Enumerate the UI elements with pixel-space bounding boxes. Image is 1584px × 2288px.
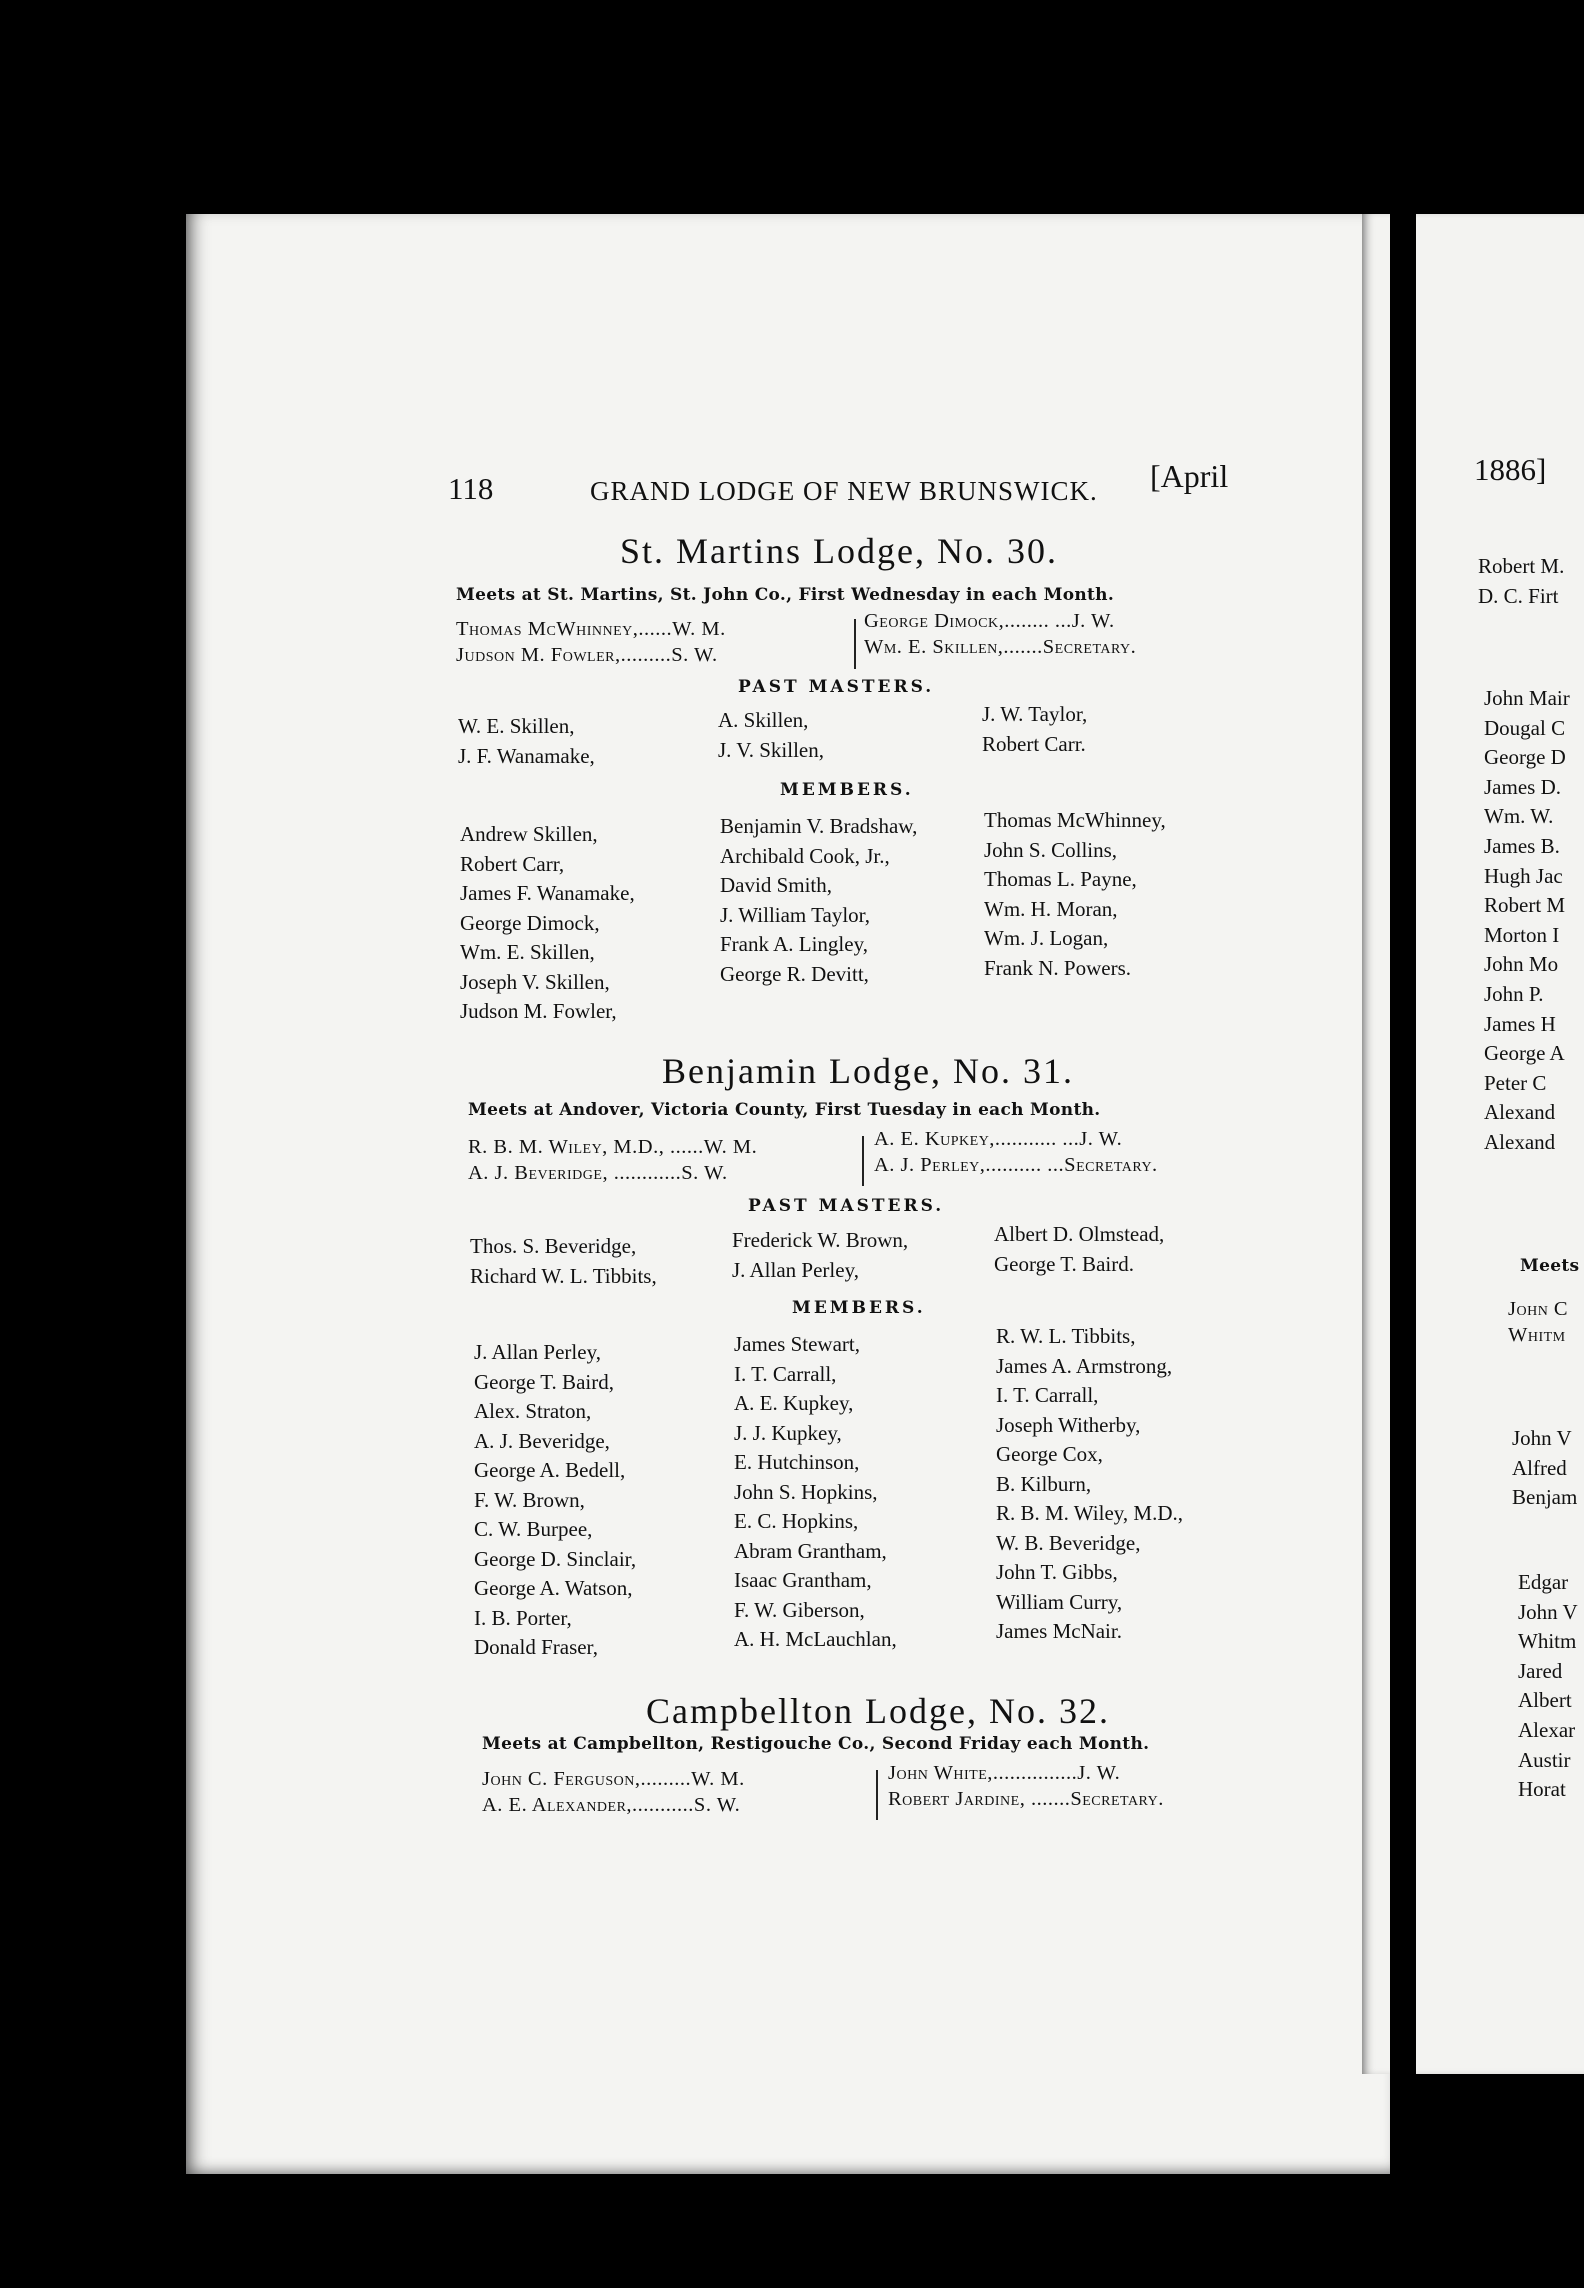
facing-line: John V	[1518, 1599, 1578, 1624]
member-name: F. W. Giberson,	[734, 1597, 865, 1622]
facing-line: John Mo	[1484, 952, 1559, 977]
members-col-3	[984, 806, 1166, 983]
past-masters-col-1	[470, 1232, 657, 1291]
member-name: A. J. Beveridge,	[474, 1428, 610, 1453]
member-name: R. W. L. Tibbits,	[996, 1324, 1136, 1348]
facing-line: John Mair	[1484, 686, 1570, 710]
facing-line: Horat	[1518, 1777, 1566, 1802]
running-month: [April	[1150, 458, 1229, 494]
members-col-1	[474, 1338, 636, 1663]
facing-line: Robert M.	[1478, 554, 1565, 578]
members-col-1	[460, 820, 635, 1027]
facing-line: Edgar	[1518, 1570, 1569, 1594]
member-name: Alex. Straton,	[474, 1399, 592, 1423]
facing-line: Wm. W.	[1484, 804, 1554, 829]
past-master-name: Thos. S. Beveridge,	[470, 1234, 637, 1258]
past-master-name: J. F. Wanamake,	[458, 743, 595, 768]
facing-line: Alexand	[1484, 1129, 1556, 1154]
facing-line: John C	[1508, 1298, 1569, 1320]
past-master-name: George T. Baird.	[994, 1251, 1134, 1276]
past-master-name: J. V. Skillen,	[718, 737, 825, 762]
member-name: George A. Watson,	[474, 1576, 633, 1600]
member-name: John S. Hopkins,	[734, 1479, 878, 1504]
page-left	[186, 214, 1390, 2174]
past-master-name: Robert Carr.	[982, 731, 1086, 756]
member-name: J. J. Kupkey,	[734, 1420, 842, 1445]
member-name: B. Kilburn,	[996, 1471, 1092, 1496]
officers-right	[888, 1760, 1164, 1812]
member-name: William Curry,	[996, 1589, 1123, 1614]
past-master-name: J. Allan Perley,	[732, 1257, 859, 1282]
member-name: George R. Devitt,	[720, 961, 869, 986]
member-name: James A. Armstrong,	[996, 1353, 1173, 1378]
member-name: Robert Carr,	[460, 851, 565, 876]
facing-list-a	[1484, 684, 1570, 1158]
member-name: Abram Grantham,	[734, 1538, 887, 1563]
member-name: Benjamin V. Bradshaw,	[720, 814, 918, 838]
member-name: Wm. H. Moran,	[984, 896, 1118, 921]
member-name: Frank A. Lingley,	[720, 932, 868, 956]
page-number: 118	[448, 471, 494, 506]
member-name: George A. Bedell,	[474, 1458, 626, 1482]
officer-entry: John C. Ferguson,.........W. M.	[482, 1768, 745, 1790]
past-masters-col-3	[994, 1220, 1164, 1279]
past-master-name: J. W. Taylor,	[982, 702, 1088, 726]
member-name: Wm. E. Skillen,	[460, 940, 595, 964]
officer-entry: John White,...............J. W.	[888, 1762, 1121, 1784]
past-masters-col-2	[732, 1226, 908, 1285]
facing-line: Jared	[1518, 1658, 1563, 1683]
officer-entry: George Dimock,........ ...J. W.	[864, 610, 1115, 632]
member-name: J. William Taylor,	[720, 902, 871, 927]
officers-right	[864, 608, 1136, 660]
past-master-name: Richard W. L. Tibbits,	[470, 1263, 657, 1288]
member-name: Isaac Grantham,	[734, 1568, 872, 1592]
member-name: Thomas McWhinney,	[984, 808, 1166, 832]
facing-line: John V	[1512, 1426, 1572, 1450]
member-name: C. W. Burpee,	[474, 1517, 593, 1541]
officer-divider	[862, 1136, 864, 1186]
facing-line: Austir	[1518, 1747, 1571, 1772]
member-name: David Smith,	[720, 873, 833, 897]
officer-entry: A. E. Alexander,...........S. W.	[482, 1794, 741, 1816]
member-name: Joseph V. Skillen,	[460, 969, 610, 994]
officer-divider	[876, 1770, 878, 1820]
facing-line: Whitm	[1508, 1324, 1566, 1346]
member-name: James McNair.	[996, 1619, 1122, 1643]
member-name: John T. Gibbs,	[996, 1560, 1118, 1584]
lodge-title: Campbellton Lodge, No. 32.	[646, 1691, 1110, 1731]
facing-page-header: 1886]	[1474, 452, 1547, 487]
facing-line: Peter C	[1484, 1070, 1547, 1095]
facing-line: Hugh Jac	[1484, 863, 1563, 888]
facing-list-b	[1512, 1424, 1577, 1513]
member-name: George T. Baird,	[474, 1369, 614, 1394]
running-title: GRAND LODGE OF NEW BRUNSWICK.	[590, 476, 1098, 506]
officer-entry: A. J. Beveridge, ............S. W.	[468, 1162, 728, 1184]
member-name: John S. Collins,	[984, 837, 1118, 862]
member-name: Frank N. Powers.	[984, 955, 1131, 980]
past-master-name: W. E. Skillen,	[458, 714, 575, 738]
member-name: E. Hutchinson,	[734, 1450, 860, 1474]
facing-line: Dougal C	[1484, 715, 1566, 740]
facing-line: D. C. Firt	[1478, 583, 1559, 608]
officer-entry: A. J. Perley,.......... ...Secretary.	[874, 1154, 1158, 1176]
facing-line: George A	[1484, 1041, 1565, 1066]
facing-line: John P.	[1484, 981, 1544, 1006]
member-name: E. C. Hopkins,	[734, 1509, 859, 1533]
member-name: Wm. J. Logan,	[984, 926, 1109, 950]
member-name: A. E. Kupkey,	[734, 1391, 854, 1415]
past-masters-col-1	[458, 712, 595, 771]
member-name: W. B. Beveridge,	[996, 1530, 1141, 1555]
member-name: George D. Sinclair,	[474, 1546, 637, 1571]
officer-entry: Robert Jardine, .......Secretary.	[888, 1788, 1164, 1810]
facing-top-lines	[1478, 552, 1564, 611]
lodge-title: Benjamin Lodge, No. 31.	[662, 1051, 1074, 1091]
facing-line: Robert M	[1484, 893, 1566, 918]
officers-left	[456, 616, 726, 668]
facing-officers	[1508, 1296, 1568, 1348]
facing-line: Alexar	[1518, 1717, 1576, 1742]
facing-line: James B.	[1484, 833, 1560, 858]
member-name: Donald Fraser,	[474, 1635, 598, 1659]
past-masters-heading: PAST MASTERS.	[738, 677, 935, 697]
member-name: A. H. McLauchlan,	[734, 1627, 897, 1651]
member-name: R. B. M. Wiley, M.D.,	[996, 1501, 1184, 1525]
facing-line: Whitm	[1518, 1629, 1577, 1654]
past-masters-col-2	[718, 706, 824, 765]
facing-list-c	[1518, 1568, 1578, 1805]
member-name: George Cox,	[996, 1442, 1103, 1466]
members-heading: MEMBERS.	[780, 780, 914, 800]
officer-entry: A. E. Kupkey,........... ...J. W.	[874, 1128, 1123, 1150]
member-name: I. T. Carrall,	[734, 1361, 837, 1386]
facing-line: Benjam	[1512, 1485, 1578, 1510]
members-col-3	[996, 1322, 1183, 1647]
facing-meets: Meets	[1520, 1256, 1580, 1276]
officer-divider	[854, 619, 856, 669]
member-name: I. T. Carrall,	[996, 1383, 1099, 1407]
officer-entry: Judson M. Fowler,.........S. W.	[456, 644, 718, 666]
members-col-2	[734, 1330, 897, 1655]
meeting-info: Meets at Andover, Victoria County, First Tuesday in each Month.	[468, 1100, 1101, 1120]
member-name: I. B. Porter,	[474, 1605, 572, 1630]
member-name: Judson M. Fowler,	[460, 999, 617, 1023]
facing-line: Morton I	[1484, 922, 1560, 947]
members-heading: MEMBERS.	[792, 1298, 926, 1318]
past-master-name: A. Skillen,	[718, 708, 809, 732]
meeting-info: Meets at Campbellton, Restigouche Co., Second Friday each Month.	[482, 1734, 1150, 1754]
member-name: Joseph Witherby,	[996, 1412, 1141, 1437]
member-name: Andrew Skillen,	[460, 822, 598, 846]
facing-line: Albert	[1518, 1688, 1572, 1713]
past-master-name: Frederick W. Brown,	[732, 1228, 909, 1252]
past-masters-col-3	[982, 700, 1087, 759]
officer-entry: Wm. E. Skillen,.......Secretary.	[864, 636, 1137, 658]
book-gutter	[1390, 214, 1416, 2174]
lodge-title: St. Martins Lodge, No. 30.	[620, 531, 1058, 571]
member-name: James Stewart,	[734, 1332, 860, 1356]
member-name: Thomas L. Payne,	[984, 867, 1137, 891]
facing-line: Alfred	[1512, 1455, 1567, 1480]
officers-right	[874, 1126, 1158, 1178]
facing-line: George D	[1484, 745, 1566, 770]
facing-line: Alexand	[1484, 1100, 1556, 1125]
member-name: Archibald Cook, Jr.,	[720, 843, 890, 868]
officers-left	[468, 1134, 757, 1186]
member-name: F. W. Brown,	[474, 1487, 585, 1512]
members-col-2	[720, 812, 917, 989]
officer-entry: R. B. M. Wiley, M.D., ......W. M.	[468, 1136, 758, 1158]
officer-entry: Thomas McWhinney,......W. M.	[456, 618, 726, 640]
officers-left	[482, 1766, 745, 1818]
facing-line: James D.	[1484, 774, 1561, 799]
meeting-info: Meets at St. Martins, St. John Co., First Wednesday in each Month.	[456, 585, 1115, 605]
member-name: James F. Wanamake,	[460, 881, 635, 905]
member-name: George Dimock,	[460, 910, 600, 935]
past-master-name: Albert D. Olmstead,	[994, 1222, 1165, 1246]
member-name: J. Allan Perley,	[474, 1340, 601, 1364]
facing-line: James H	[1484, 1011, 1556, 1036]
past-masters-heading: PAST MASTERS.	[748, 1196, 945, 1216]
